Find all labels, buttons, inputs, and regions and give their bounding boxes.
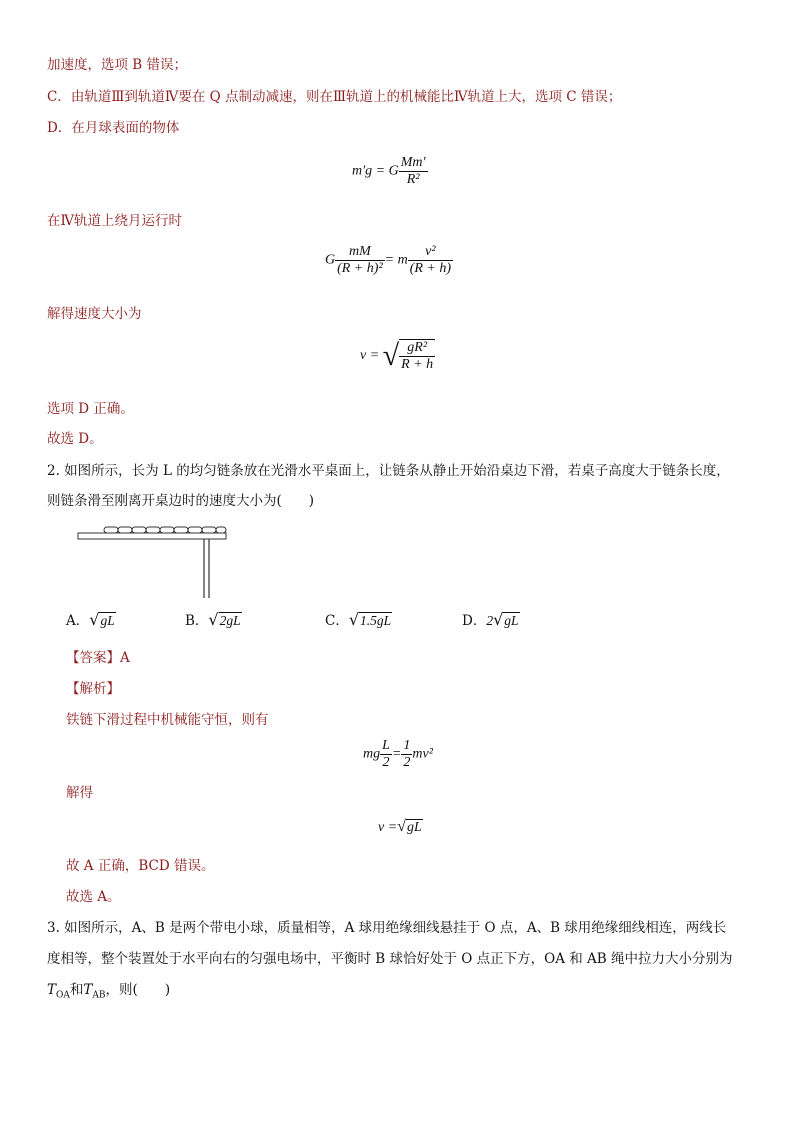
option-d-expr: gL — [504, 613, 519, 628]
eq4-fraction-right — [401, 738, 412, 771]
eq3-lhs: v = — [360, 348, 380, 364]
eq1-fraction — [399, 155, 428, 188]
option-d-label: D． — [462, 613, 487, 629]
text-line-option-d: D．在月球表面的物体 — [47, 120, 180, 136]
text-line-acceleration: 加速度，选项 B 错误； — [47, 57, 188, 73]
eq1-num: Mm′ — [400, 155, 426, 170]
option-c-label: C． — [325, 613, 349, 629]
option-d-coef: 2 — [486, 613, 494, 628]
and-word: 和 — [69, 982, 84, 998]
chain-links — [104, 527, 226, 533]
equation-speed — [360, 339, 435, 373]
chain-link — [160, 527, 174, 533]
option-b-expr: 2gL — [219, 613, 241, 628]
tension-symbol: T — [47, 982, 57, 998]
eq2-num: mM — [349, 244, 371, 259]
sqrt-sign-icon: √ — [89, 610, 100, 629]
chain-link — [146, 527, 160, 533]
text-line-solve-speed: 解得速度大小为 — [47, 306, 142, 322]
eq4-num: L — [382, 738, 390, 753]
sqrt-sign-icon: √ — [382, 339, 400, 372]
question-2-line-1: 2. 如图所示，长为 L 的均匀链条放在光滑水平桌面上，让链条从静止开始沿桌边下滑，若桌子高度大于链条长度， — [47, 463, 730, 479]
question-3-tail: ，则( ) — [105, 982, 171, 998]
analysis-line-2: 解得 — [66, 785, 93, 801]
eq2-den: (R + h)² — [337, 261, 383, 276]
eq1-lhs: m′g = G — [352, 163, 399, 179]
question-2-line-2: 则链条滑至刚离开桌边时的速度大小为( ) — [47, 493, 315, 509]
equation-result — [378, 818, 423, 836]
eq3-num: gR² — [407, 340, 428, 355]
option-d[interactable] — [462, 611, 520, 630]
question-3-line-3 — [47, 981, 170, 1005]
tension-subscript-oa: OA — [56, 990, 70, 1001]
eq4-fraction-left — [380, 738, 392, 771]
chain-link — [174, 527, 188, 533]
chain-link — [132, 527, 146, 533]
eq4-rhs: mv² — [412, 746, 433, 762]
chain-link — [104, 527, 118, 533]
eq2-mid: = m — [384, 252, 408, 268]
analysis-line-4: 故选 A。 — [66, 889, 121, 905]
chain-table-figure — [76, 520, 246, 600]
chain-link — [202, 527, 216, 533]
eq3-den: R + h — [401, 357, 434, 372]
text-line-choose-d: 故选 D。 — [47, 431, 103, 447]
eq2-den2: (R + h) — [409, 261, 452, 276]
chain-link — [188, 527, 202, 533]
eq1-den: R² — [399, 171, 428, 188]
equation-orbit — [325, 244, 453, 277]
sqrt-sign-icon: √ — [397, 818, 406, 835]
text-line-d-correct: 选项 D 正确。 — [47, 401, 134, 417]
option-a-expr: gL — [100, 613, 115, 628]
option-b[interactable] — [185, 611, 242, 630]
analysis-line-3: 故 A 正确，BCD 错误。 — [66, 858, 215, 874]
eq4-num2: 1 — [403, 738, 411, 753]
equation-energy — [363, 738, 433, 771]
eq2-g: G — [325, 252, 336, 268]
equation-surface-gravity — [352, 155, 428, 188]
analysis-line-1: 铁链下滑过程中机械能守恒，则有 — [66, 712, 269, 728]
text-line-option-c: C．由轨道Ⅲ到轨道Ⅳ要在 Q 点制动减速，则在Ⅲ轨道上的机械能比Ⅳ轨道上大，选项 C 错误； — [47, 89, 622, 105]
option-b-label: B． — [185, 613, 209, 629]
question-3-line-2: 度相等，整个装置处于水平向右的匀强电场中，平衡时 B 球恰好处于 O 点正下方，OA 和 AB 绳中拉力大小分别为 — [47, 951, 733, 967]
eq4-den: 2 — [380, 754, 392, 771]
chain-link — [118, 527, 132, 533]
tension-symbol: T — [83, 982, 93, 998]
option-c-expr: 1.5gL — [360, 613, 392, 628]
tension-subscript-ab: AB — [92, 990, 106, 1001]
eq4-lhs: mg — [363, 746, 381, 762]
question-3-line-1: 3. 如图所示，A、B 是两个带电小球，质量相等，A 球用绝缘细线悬挂于 O 点，A、B 球用绝缘细线相连，两线长 — [47, 920, 727, 936]
eq2-fraction-left — [335, 244, 385, 277]
analysis-label: 【解析】 — [66, 681, 120, 697]
answer-label: 【答案】A — [66, 650, 130, 666]
eq5-rad: gL — [406, 820, 422, 835]
option-a-label: A． — [66, 613, 90, 629]
eq4-den2: 2 — [403, 755, 411, 770]
eq2-fraction-right — [408, 244, 453, 277]
option-a[interactable] — [66, 611, 116, 630]
sqrt-sign-icon: √ — [493, 610, 504, 629]
table-top — [78, 533, 226, 539]
sqrt-sign-icon: √ — [348, 610, 360, 629]
text-line-orbit-iv: 在Ⅳ轨道上绕月运行时 — [47, 213, 182, 229]
eq5-lhs: v = — [378, 820, 398, 835]
option-c[interactable] — [325, 611, 392, 630]
eq4-mid: = — [391, 746, 402, 762]
eq3-fraction — [399, 339, 435, 373]
sqrt-sign-icon: √ — [208, 610, 219, 629]
chain-link — [216, 527, 226, 533]
eq2-num2: v² — [425, 244, 436, 259]
